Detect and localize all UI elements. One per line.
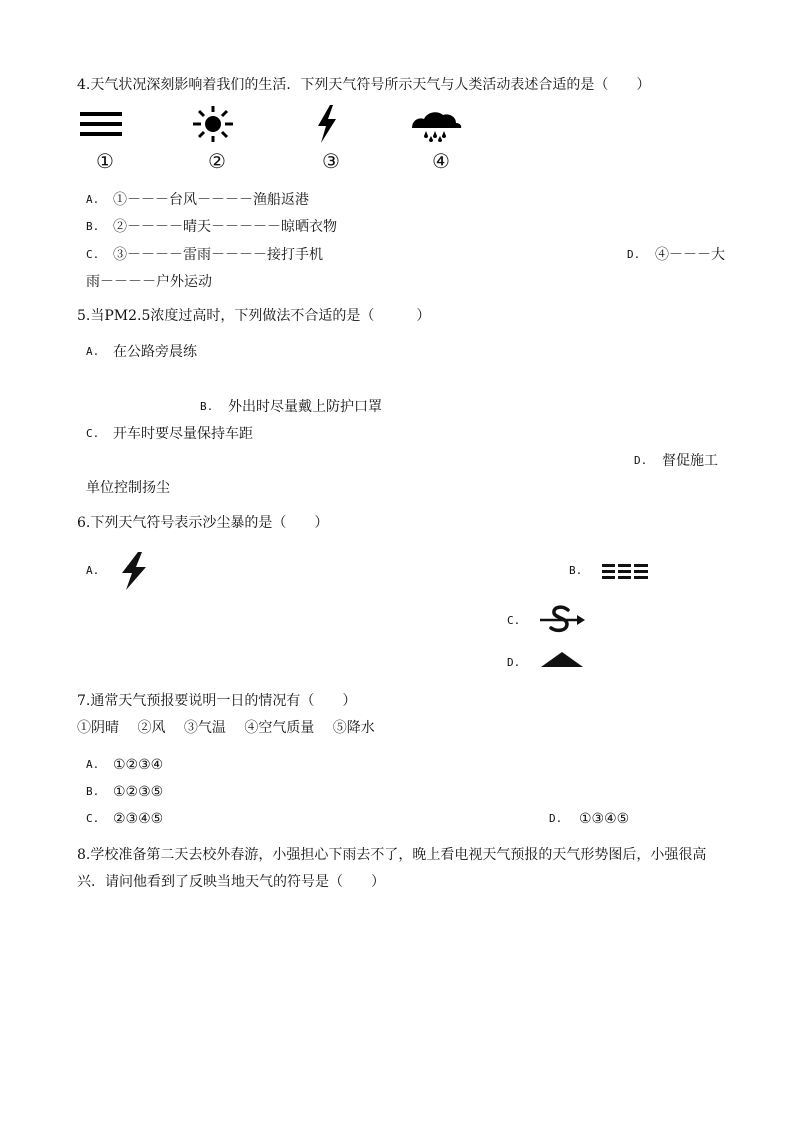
option-text[interactable]: 督促施工 bbox=[662, 453, 718, 469]
lightning-icon bbox=[315, 105, 339, 143]
option-text[interactable]: ①③④⑤ bbox=[579, 811, 630, 827]
option-text[interactable]: ①②③④ bbox=[113, 757, 164, 773]
option-label: B. bbox=[86, 785, 100, 798]
q7-stem: 7.通常天气预报要说明一日的情况有（ ） bbox=[77, 693, 357, 709]
option-label: D. bbox=[627, 248, 641, 261]
q5-stem: 5.当PM2.5浓度过高时，下列做法不合适的是（ ） bbox=[77, 308, 431, 324]
symbol-number: ① bbox=[96, 149, 114, 173]
option-text[interactable]: ②－－－－晴天－－－－－晾晒衣物 bbox=[113, 219, 337, 235]
option-text[interactable]: ①－－－台风－－－－渔船返港 bbox=[113, 192, 309, 208]
option-text[interactable]: 开车时要尽量保持车距 bbox=[113, 426, 253, 442]
option-label: D. bbox=[549, 812, 563, 825]
q6-stem: 6.下列天气符号表示沙尘暴的是（ ） bbox=[77, 515, 329, 531]
q8-stem-line1: 8.学校准备第二天去校外春游，小强担心下雨去不了，晚上看电视天气预报的天气形势图后，小强很高 bbox=[77, 847, 707, 863]
symbol-number: ② bbox=[208, 149, 226, 173]
option-label: C. bbox=[86, 427, 100, 440]
fog-lines-icon bbox=[80, 112, 122, 136]
option-text[interactable]: ①②③⑤ bbox=[113, 784, 164, 800]
option-text[interactable]: 在公路旁晨练 bbox=[113, 344, 197, 360]
triangle-icon[interactable] bbox=[541, 652, 583, 668]
option-text[interactable]: ②③④⑤ bbox=[113, 811, 164, 827]
option-text[interactable]: 外出时尽量戴上防护口罩 bbox=[228, 399, 382, 415]
rain-cloud-icon bbox=[410, 110, 462, 140]
option-label: D. bbox=[634, 454, 648, 467]
option-text[interactable]: ③－－－－雷雨－－－－接打手机 bbox=[113, 247, 323, 263]
option-label: A. bbox=[86, 345, 100, 358]
q8-stem-line2: 兴．请问他看到了反映当地天气的符号是（ ） bbox=[77, 874, 385, 890]
option-label: C. bbox=[86, 248, 100, 261]
option-label: A. bbox=[86, 193, 100, 206]
option-label: C. bbox=[507, 614, 521, 627]
option-text[interactable]: ④－－－大 bbox=[655, 247, 725, 263]
sun-icon bbox=[190, 104, 236, 144]
option-label: B. bbox=[569, 564, 583, 577]
option-text-continuation: 雨－－－－户外运动 bbox=[86, 274, 212, 290]
lightning-icon[interactable] bbox=[118, 552, 150, 590]
option-label: B. bbox=[200, 400, 214, 413]
option-label: B. bbox=[86, 220, 100, 233]
option-label: A. bbox=[86, 564, 100, 577]
q4-stem: 4.天气状况深刻影响着我们的生活．下列天气符号所示天气与人类活动表述合适的是（ ） bbox=[77, 77, 651, 93]
option-label: D. bbox=[507, 656, 521, 669]
symbol-number: ④ bbox=[432, 149, 450, 173]
fog-icon[interactable] bbox=[602, 564, 648, 580]
sandstorm-icon[interactable] bbox=[538, 604, 586, 634]
option-label: A. bbox=[86, 758, 100, 771]
symbol-number: ③ bbox=[322, 149, 340, 173]
option-text-continuation: 单位控制扬尘 bbox=[86, 480, 170, 496]
option-label: C. bbox=[86, 812, 100, 825]
q7-items: ①阴晴 ②风 ③气温 ④空气质量 ⑤降水 bbox=[77, 720, 375, 736]
